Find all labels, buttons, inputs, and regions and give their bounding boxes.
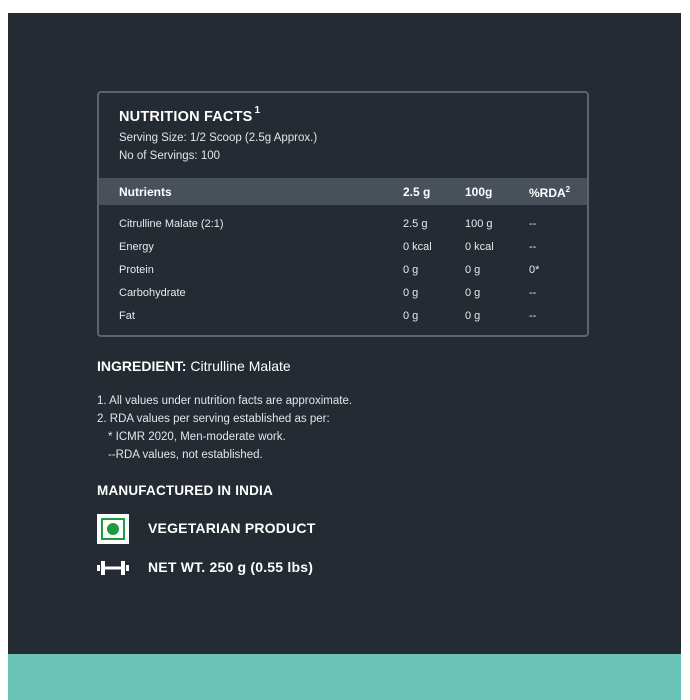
per-100g-value: 0 g	[465, 264, 481, 276]
table-row	[99, 218, 587, 238]
per-100g-value: 0 kcal	[465, 241, 494, 253]
nutrition-facts-title: NUTRITION FACTS $^1$	[119, 105, 261, 125]
manufactured-in-india: MANUFACTURED IN INDIA	[97, 483, 273, 498]
ingredient-line	[97, 358, 291, 374]
per-serving-value: 0 g	[403, 287, 419, 299]
per-serving-value: 2.5 g	[403, 218, 428, 230]
veg-mark-icon	[97, 514, 129, 544]
rda-value: --	[529, 218, 537, 230]
footnote-2: 2. RDA values per serving established as per:	[97, 413, 330, 425]
serving-size: Serving Size: 1/2 Scoop (2.5g Approx.)	[119, 132, 318, 144]
nutrition-table-header	[99, 178, 587, 205]
servings-count: No of Servings: 100	[119, 150, 221, 162]
rda-value: 0*	[529, 264, 540, 276]
per-100g-value: 100 g	[465, 218, 493, 230]
vegetarian-label: VEGETARIAN PRODUCT	[148, 520, 316, 536]
nutrient-name: Fat	[119, 310, 135, 322]
rda-value: --	[529, 287, 537, 299]
ingredient-label: INGREDIENT:	[97, 358, 187, 374]
footnote-icmr: * ICMR 2020, Men-moderate work.	[108, 431, 286, 443]
nutrition-facts-box	[97, 91, 589, 337]
nutrient-name: Energy	[119, 241, 154, 253]
nutrient-name: Protein	[119, 264, 154, 276]
table-row	[99, 310, 587, 330]
table-row	[99, 264, 587, 284]
dumbbell-icon	[97, 560, 129, 576]
per-serving-value: 0 g	[403, 310, 419, 322]
per-serving-value: 0 g	[403, 264, 419, 276]
rda-value: --	[529, 241, 537, 253]
table-row	[99, 241, 587, 261]
table-row	[99, 287, 587, 307]
per-serving-value: 0 kcal	[403, 241, 432, 253]
header-nutrients: Nutrients	[119, 185, 172, 199]
net-weight-label: NET WT. 250 g (0.55 lbs)	[148, 559, 314, 575]
header-per-100g: 100g	[465, 185, 493, 199]
accent-stripe	[8, 654, 681, 700]
header-rda: %RDA$^2$	[529, 185, 571, 200]
per-100g-value: 0 g	[465, 310, 481, 322]
header-per-serving: 2.5 g	[403, 185, 431, 199]
rda-value: --	[529, 310, 537, 322]
nutrient-name: Carbohydrate	[119, 287, 186, 299]
nutrient-name: Citrulline Malate (2:1)	[119, 218, 224, 230]
footnote-rda-not-established: --RDA values, not established.	[108, 449, 263, 461]
footnote-1: 1. All values under nutrition facts are approximate.	[97, 395, 353, 407]
per-100g-value: 0 g	[465, 287, 481, 299]
ingredient-value: Citrulline Malate	[190, 358, 291, 374]
